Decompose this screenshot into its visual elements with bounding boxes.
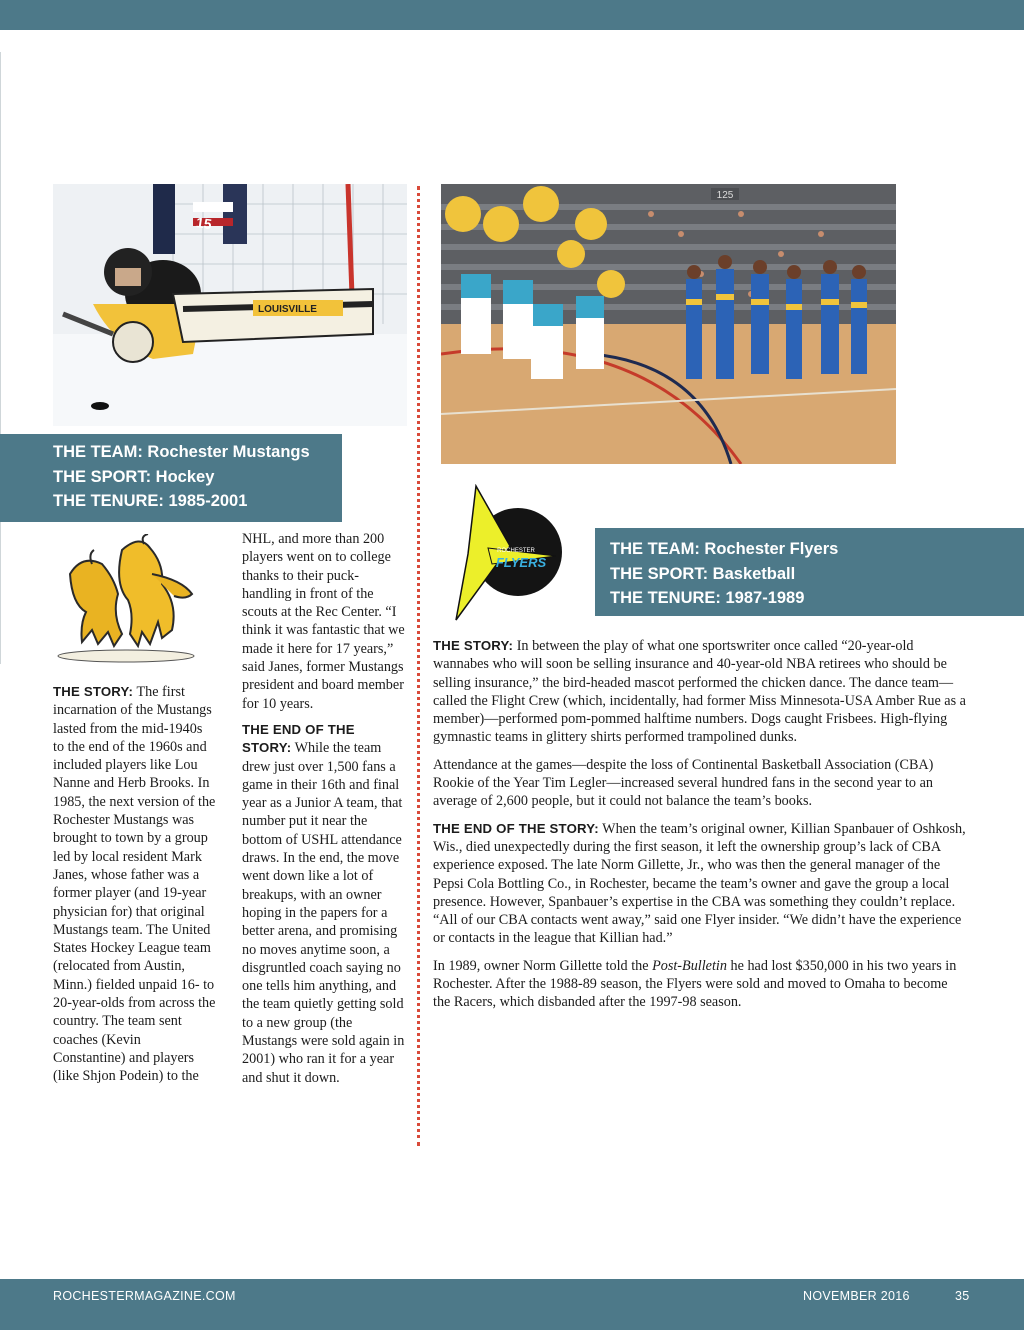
flyers-cheerleaders-photo [441, 184, 896, 464]
flyers-story-text: In between the play of what one sportswriter once called “20-year-old wannabes who will soon be selling insurance and 40-year-old NBA retirees who should be selling insurance,” the bird-headed mascot performed the chicken dance. The dance team—called the Flight Crew (which, incidentally, had former Miss Minnesota-USA Amber Rue as a member)—performed pom-pommed halftime numbers. Dogs caught Frisbees. High-flying gymnastic teams in glittery shirts performed trampolined dunks. [433, 638, 966, 746]
flyers-end-lead: THE END OF THE STORY: [433, 820, 599, 836]
mustangs-sport-line: THE SPORT: Hockey [53, 467, 215, 486]
footer-website: ROCHESTERMAGAZINE.COM [53, 1289, 236, 1303]
flyers-story-block [433, 637, 968, 1021]
flyers-final-italic: Post-Bulletin [652, 957, 727, 974]
flyers-tenure-line: THE TENURE: 1987-1989 [610, 589, 805, 607]
flyers-attendance-text: Attendance at the games—despite the loss of Continental Basketball Association (CBA) Rookie of the Year Tim Legler—increased several hundred fans in the second year to an average of 2,600 people, but it could not balance the team’s books. [433, 756, 934, 810]
mustangs-tenure-line: THE TENURE: 1985-2001 [53, 492, 248, 510]
arena-section-number: 125 [716, 190, 734, 201]
mustangs-story-column-1 [53, 683, 216, 1086]
mustangs-story-text-1: The first incarnation of the Mustangs lasted from the mid-1940s to the end of the 1960s and included players like Lou Nanne and Herb Brooks. In 1985, the next version of the Rochester Mustangs was brought to town by a group led by local resident Mark Janes, whose father was a former player (and 19-year physician for) that original Mustangs team. The United States Hockey League team (relocated from Austin, Minn.) fielded unpaid 16- to 20-year-olds from across the country. The team sent coaches (Kevin Constantine) and players (like Shjon Podein) to the [53, 684, 216, 1085]
flyers-team-box [595, 528, 1024, 616]
flyers-team-line: THE TEAM: Rochester Flyers [610, 540, 839, 558]
flyers-story-lead: THE STORY: [433, 638, 514, 653]
mustangs-end-text: While the team drew just over 1,500 fans a game in their 16th and final year as a Junior A team, that number put it near the bottom of USHL attendance draws. In the end, the move went down like a lot of breakups, with an owner hoping in the papers for a better arena, and promising no moves anytime soon, a disgruntled coach saying no one tells him anything, and the team quietly getting sold to a new group (the Mustangs were sold again in 2001) who ran it for a year and shut it down. [242, 740, 405, 1086]
hockey-goalie-photo [53, 184, 407, 426]
flyers-end-text: When the team’s original owner, Killian Spanbauer of Oshkosh, Wis., died unexpectedly during the first season, it left the ownership group’s lack of CBA experience exposed. The late Norm Gillette, Jr., who was then the general manager of the Pepsi Cola Bottling Co., in Rochester, became the team’s owner and gave the group a local presence. However, Spanbauer’s expertise in the CBA was something they couldn’t replace. “All of our CBA contacts went away,” said one Flyer insider. “We didn’t have the experience or contacts in the league that Killian had.” [433, 820, 966, 947]
logo-small-text: ROCHESTER [497, 548, 535, 554]
page-edge-line [0, 52, 1, 664]
logo-big-text: FLYERS [495, 555, 547, 570]
mustangs-story-column-2 [242, 530, 405, 1087]
footer-page-number: 35 [955, 1289, 970, 1303]
mustangs-end-lead: THE END OF THE STORY: [242, 721, 355, 756]
page-footer [0, 1279, 1024, 1330]
flyers-sport-line: THE SPORT: Basketball [610, 564, 796, 583]
mustangs-team-box [0, 434, 342, 522]
flyers-final-text-pre: In 1989, owner Norm Gillette told the [433, 957, 649, 974]
mustangs-story-text-2: NHL, and more than 200 players went on to college thanks to their puck-handling in front of the scouts at the Rec Center. “I think it was fantastic that we made it here for 17 years,” said Janes, former Mustangs president and board member for 10 years. [242, 531, 405, 712]
flyers-logo [448, 484, 564, 624]
jersey-number: 15 [195, 214, 213, 233]
pad-lettering: LOUISVILLE [258, 304, 317, 315]
mustangs-story-lead: THE STORY: [53, 684, 134, 699]
flyers-final-text-post: he had lost $350,000 in his two years in Rochester. After the 1988-89 season, the Flyers were sold and moved to Omaha to become the Racers, which disbanded after the 1997-98 season. [433, 957, 957, 1011]
mustangs-horse-logo [52, 534, 200, 666]
column-divider-dotted [417, 186, 420, 1146]
top-color-bar [0, 0, 1024, 30]
footer-issue-date: NOVEMBER 2016 [803, 1289, 910, 1303]
mustangs-team-line: THE TEAM: Rochester Mustangs [53, 443, 310, 461]
